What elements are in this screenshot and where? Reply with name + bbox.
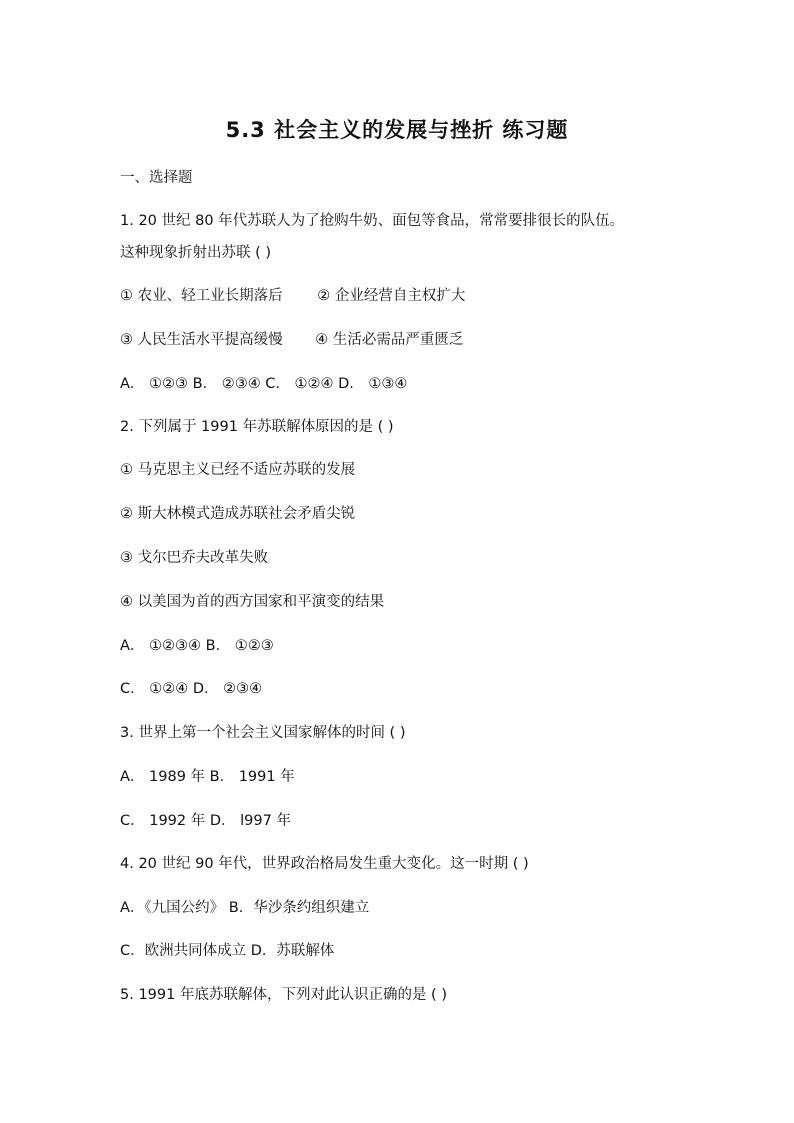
q3-stem: 3. 世界上第一个社会主义国家解体的时间 ( ) xyxy=(120,725,406,741)
q1-items-row2 xyxy=(120,330,463,350)
q1-item-1: ① 农业、轻工业长期落后 xyxy=(120,288,283,304)
q2-stem: 2. 下列属于 1991 年苏联解体原因的是 ( ) xyxy=(120,419,394,435)
q2-item-1: ① 马克思主义已经不适应苏联的发展 xyxy=(120,462,356,478)
page-title: 5.3 社会主义的发展与挫折 练习题 xyxy=(225,118,569,142)
q1-stem-line2: 这种现象折射出苏联 ( ) xyxy=(120,245,272,261)
q2-choices-cd: C． ①②④ D． ②③④ xyxy=(120,681,263,697)
q1-item-2: ② 企业经营自主权扩大 xyxy=(317,288,466,304)
q2-item-3: ③ 戈尔巴乔夫改革失败 xyxy=(120,550,269,566)
section-heading: 一、选择题 xyxy=(120,170,193,186)
q2-item-4: ④ 以美国为首的西方国家和平演变的结果 xyxy=(120,594,385,610)
q3-choices-ab: A． 1989 年 B． 1991 年 xyxy=(120,769,295,785)
q4-stem: 4. 20 世纪 90 年代，世界政治格局发生重大变化。这一时期 ( ) xyxy=(120,856,529,872)
q1-item-3: ③ 人民生活水平提高缓慢 xyxy=(120,332,283,348)
q2-choices-ab: A． ①②③④ B． ①②③ xyxy=(120,638,274,654)
q1-items-row1 xyxy=(120,286,465,306)
q4-choices-ab: A．《九国公约》 B．华沙条约组织建立 xyxy=(120,900,370,916)
q1-stem-line1: 1. 20 世纪 80 年代苏联人为了抢购牛奶、面包等食品，常常要排很长的队伍。 xyxy=(120,213,625,229)
q5-stem: 5. 1991 年底苏联解体，下列对此认识正确的是 ( ) xyxy=(120,987,447,1003)
q1-choices: A． ①②③ B． ②③④ C． ①②④ D． ①③④ xyxy=(120,376,408,392)
q2-item-2: ② 斯大林模式造成苏联社会矛盾尖锐 xyxy=(120,506,356,522)
q3-choices-cd: C． 1992 年 D． l997 年 xyxy=(120,813,291,829)
q4-choices-cd: C．欧洲共同体成立 D．苏联解体 xyxy=(120,943,335,959)
q1-item-4: ④ 生活必需品严重匮乏 xyxy=(315,332,464,348)
